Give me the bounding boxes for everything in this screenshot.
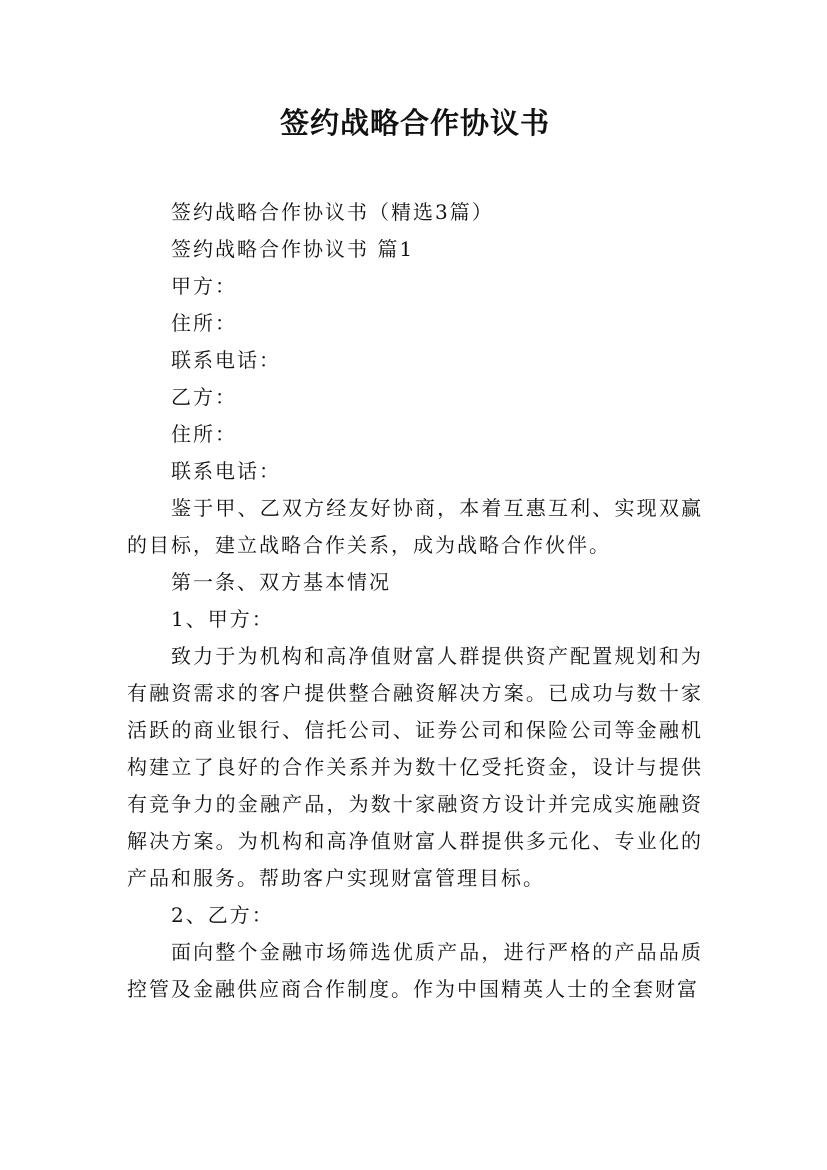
paragraph-preamble: 鉴于甲、乙双方经友好协商，本着互惠互利、实现双赢的目标，建立战略合作关系，成为战略合作伙伴。 [127,496,703,557]
subtitle-line: 签约战略合作协议书（精选3篇） [171,200,494,224]
article-1-item-1: 1、甲方： [171,607,274,631]
party-a-address-label: 住所： [171,311,237,335]
party-a-phone-label: 联系电话： [171,348,281,372]
party-a-label: 甲方： [171,274,237,298]
party-b-address-label: 住所： [171,422,237,446]
paragraph-party-a-description: 致力于为机构和高净值财富人群提供资产配置规划和为有融资需求的客户提供整合融资解决方案。已成功与数十家活跃的商业银行、信托公司、证券公司和保险公司等金融机构建立了良好的合作关系并为数十亿受托资金，设计与提供有竞争力的金融产品，为数十家融资方设计并完成实施融资解决方案。为机构和高净值财富人群提供多元化、专业化的产品和服务。帮助客户实现财富管理目标。 [127,644,703,890]
section-heading: 签约战略合作协议书 篇1 [171,237,415,261]
article-1-item-2: 2、乙方： [171,903,274,927]
party-b-label: 乙方： [171,385,237,409]
document-title: 签约战略合作协议书 [279,106,550,140]
party-b-phone-label: 联系电话： [171,459,281,483]
document-body [127,194,703,1008]
paragraph-party-b-description: 面向整个金融市场筛选优质产品，进行严格的产品品质控管及金融供应商合作制度。作为中国精英人士的全套财富 [127,940,703,1001]
article-1-heading: 第一条、双方基本情况 [171,570,391,594]
